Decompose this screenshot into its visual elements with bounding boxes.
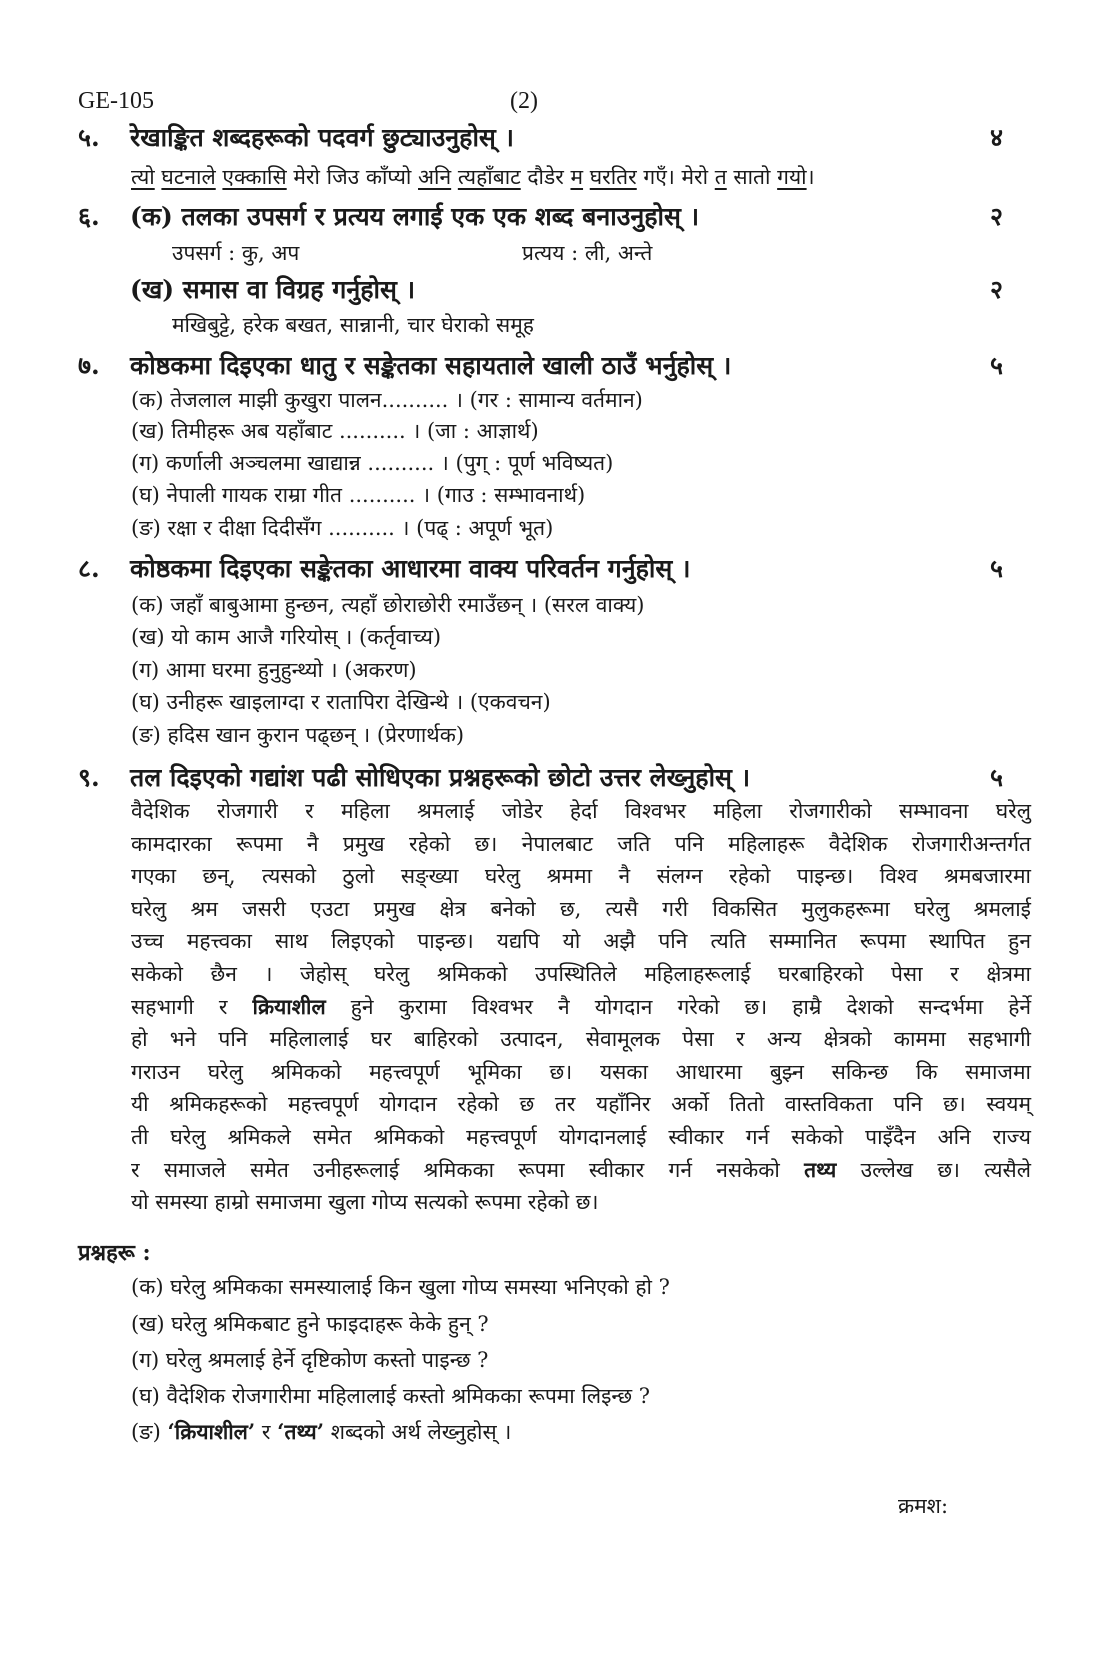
passage-line: हो भने पनि महिलालाई घर बाहिरको उत्पादन, सेवामूलक पेसा र अन्य क्षेत्रको काममा सहभागी bbox=[131, 1027, 1031, 1052]
underlined-word: त्यो bbox=[131, 165, 155, 189]
passage-line: घरेलु श्रम जसरी एउटा प्रमुख क्षेत्र बनेको छ, त्यसै गरी विकसित मुलुकहरूमा घरेलु श्रमलाई bbox=[131, 896, 1031, 921]
course-code: GE-105 bbox=[78, 88, 154, 114]
text-fragment: । bbox=[806, 165, 815, 189]
question-9-heading bbox=[78, 758, 1003, 796]
text-fragment: र bbox=[255, 1420, 278, 1444]
q9-question: (ग) घरेलु श्रमलाई हेर्ने दृष्टिकोण कस्तो पाइन्छ ? bbox=[131, 1348, 489, 1372]
question-number: ५. bbox=[78, 123, 100, 152]
prefix-list: उपसर्ग : कु, अप bbox=[172, 241, 300, 265]
text-fragment bbox=[583, 165, 590, 189]
question-marks: ५ bbox=[989, 763, 1003, 792]
text-fragment: हुने कुरामा विश्वभर नै योगदान गरेको छ। हाम्रै देशको सन्दर्भमा हेर्ने bbox=[350, 994, 1032, 1019]
passage-line: यो समस्या हाम्रो समाजमा खुला गोप्य सत्यको रूपमा रहेको छ। bbox=[131, 1190, 599, 1215]
underlined-word: त bbox=[714, 165, 727, 189]
q5-sentence bbox=[131, 163, 815, 191]
passage-line: उच्च महत्त्वका साथ लिइएको पाइन्छ। यद्यपि यो अझै पनि त्यति सम्मानित रूपमा स्थापित हुन bbox=[131, 929, 1031, 954]
text-fragment: र समाजले समेत उनीहरूलाई श्रमिकका रूपमा स्वीकार गर्न नसकेको bbox=[131, 1157, 780, 1182]
bold-word: ‘क्रियाशील’ bbox=[167, 1419, 256, 1444]
q9-question bbox=[131, 1418, 511, 1446]
q9-question: (घ) वैदेशिक रोजगारीमा महिलालाई कस्तो श्रमिकका रूपमा लिइन्छ ? bbox=[131, 1384, 651, 1408]
text-fragment: (ङ) bbox=[131, 1420, 168, 1444]
question-marks: २ bbox=[989, 275, 1003, 304]
q8-item: (घ) उनीहरू खाइलाग्दा र रातापिरा देखिन्थे । (एकवचन) bbox=[131, 690, 551, 714]
q8-item: (ग) आमा घरमा हुनुहुन्थ्यो । (अकरण) bbox=[131, 658, 417, 682]
underlined-word: गयो bbox=[777, 165, 807, 189]
questions-label: प्रश्नहरू : bbox=[78, 1240, 151, 1266]
passage-line: ती घरेलु श्रमिकले समेत श्रमिकको महत्त्वपूर्ण योगदानलाई स्वीकार गर्न सकेको पाइँदैन अनि राज्य bbox=[131, 1124, 1031, 1149]
question-8-heading bbox=[78, 549, 1003, 587]
question-7-heading bbox=[78, 346, 1003, 384]
q8-item: (ङ) हदिस खान कुरान पढ्छन् । (प्रेरणार्थक) bbox=[131, 723, 465, 747]
q9-question: (क) घरेलु श्रमिकका समस्यालाई किन खुला गोप्य समस्या भनिएको हो ? bbox=[131, 1275, 670, 1299]
text-fragment: शब्दको अर्थ लेख्नुहोस् । bbox=[324, 1420, 512, 1444]
question-title: (ख) समास वा विग्रह गर्नुहोस् । bbox=[130, 275, 416, 304]
question-title: तल दिइएको गद्यांश पढी सोधिएका प्रश्नहरूको छोटो उत्तर लेख्नुहोस् । bbox=[130, 763, 751, 792]
passage-line bbox=[131, 1154, 1031, 1187]
text-fragment: दौडेर bbox=[520, 165, 571, 189]
question-number: ७. bbox=[78, 351, 100, 380]
question-title: कोष्ठकमा दिइएका धातु र सङ्केतका सहायताले खाली ठाउँ भर्नुहोस् । bbox=[130, 351, 732, 380]
passage-line bbox=[131, 991, 1031, 1024]
passage-line: गराउन घरेलु श्रमिकको महत्त्वपूर्ण भूमिका छ। यसका आधारमा बुझ्न सकिन्छ कि समाजमा bbox=[131, 1059, 1031, 1084]
passage-line: यी श्रमिकहरूको महत्त्वपूर्ण योगदान रहेको छ तर यहाँनिर अर्को तितो वास्तविकता पनि छ। स्वयम् bbox=[131, 1092, 1031, 1117]
q7-item: (ख) तिमीहरू अब यहाँबाट .......... । (जा : आज्ञार्थ) bbox=[131, 419, 539, 443]
bold-word: क्रियाशील bbox=[252, 993, 326, 1019]
page-number: (2) bbox=[510, 88, 538, 114]
question-number: ९. bbox=[78, 763, 100, 792]
question-title: कोष्ठकमा दिइएका सङ्केतका आधारमा वाक्य परिवर्तन गर्नुहोस् । bbox=[130, 554, 691, 583]
passage-line: वैदेशिक रोजगारी र महिला श्रमलाई जोडेर हेर्दा विश्वभर महिला रोजगारीको सम्भावना घरेलु bbox=[131, 799, 1031, 823]
question-marks: ५ bbox=[989, 351, 1003, 380]
question-5-heading bbox=[78, 118, 1003, 156]
question-marks: २ bbox=[989, 202, 1003, 231]
underlined-word: म bbox=[570, 165, 584, 189]
suffix-list: प्रत्यय : ली, अन्ते bbox=[522, 241, 653, 265]
reading-passage bbox=[131, 795, 1031, 1219]
passage-line: गएका छन्, त्यसको ठुलो सङ्ख्या घरेलु श्रममा नै संलग्न रहेको पाइन्छ। विश्व श्रमबजारमा bbox=[131, 864, 1031, 889]
underlined-word: त्यहाँबाट bbox=[457, 165, 521, 189]
compound-items: मखिबुट्टे, हरेक बखत, सान्नानी, चार घेराको समूह bbox=[172, 313, 534, 337]
q7-item: (क) तेजलाल माझी कुखुरा पालन.......... । (गर : सामान्य वर्तमान) bbox=[131, 388, 643, 412]
underlined-word: एक्कासि bbox=[222, 165, 287, 189]
question-marks: ५ bbox=[989, 554, 1003, 583]
text-fragment: सातो bbox=[726, 165, 778, 189]
underlined-word: अनि bbox=[418, 165, 452, 189]
q8-item: (ख) यो काम आजै गरियोस् । (कर्तृवाच्य) bbox=[131, 625, 442, 649]
continued-label: क्रमश: bbox=[898, 1494, 949, 1518]
bold-word: ‘तथ्य’ bbox=[277, 1419, 325, 1444]
question-marks: ४ bbox=[989, 123, 1003, 152]
text-fragment: गएँ। मेरो bbox=[636, 165, 715, 189]
text-fragment bbox=[451, 165, 458, 189]
text-fragment: उल्लेख छ। त्यसैले bbox=[860, 1157, 1031, 1182]
q7-item: (ग) कर्णाली अञ्चलमा खाद्यान्न .......... । (पुग् : पूर्ण भविष्यत) bbox=[131, 451, 614, 475]
passage-line: कामदारका रूपमा नै प्रमुख रहेको छ। नेपालबाट जति पनि महिलाहरू वैदेशिक रोजगारीअन्तर्गत bbox=[131, 831, 1031, 856]
underlined-word: घटनाले bbox=[161, 165, 216, 189]
question-6b-heading bbox=[130, 270, 1003, 308]
q7-item: (घ) नेपाली गायक राम्रा गीत .......... । (गाउ : सम्भावनार्थ) bbox=[131, 483, 586, 507]
text-fragment: मेरो जिउ काँप्यो bbox=[286, 165, 419, 189]
q7-item: (ङ) रक्षा र दीक्षा दिदीसँग .......... । (पढ् : अपूर्ण भूत) bbox=[131, 516, 554, 540]
bold-word: तथ्य bbox=[804, 1156, 837, 1182]
question-number: ६. bbox=[78, 202, 100, 231]
question-title: रेखाङ्कित शब्दहरूको पदवर्ग छुट्याउनुहोस् । bbox=[130, 123, 515, 152]
q8-item: (क) जहाँ बाबुआमा हुन्छन, त्यहाँ छोराछोरी रमाउँछन् । (सरल वाक्य) bbox=[131, 593, 645, 617]
question-6a-heading bbox=[78, 197, 1003, 235]
text-fragment: सहभागी र bbox=[131, 994, 228, 1019]
q9-question: (ख) घरेलु श्रमिकबाट हुने फाइदाहरू केके हुन् ? bbox=[131, 1312, 489, 1336]
question-title: (क) तलका उपसर्ग र प्रत्यय लगाई एक एक शब्द बनाउनुहोस् । bbox=[130, 202, 700, 231]
question-number: ८. bbox=[78, 554, 100, 583]
passage-line: सकेको छैन । जेहोस् घरेलु श्रमिकको उपस्थितिले महिलाहरूलाई घरबाहिरको पेसा र क्षेत्रमा bbox=[131, 961, 1031, 986]
underlined-word: घरतिर bbox=[589, 165, 637, 189]
